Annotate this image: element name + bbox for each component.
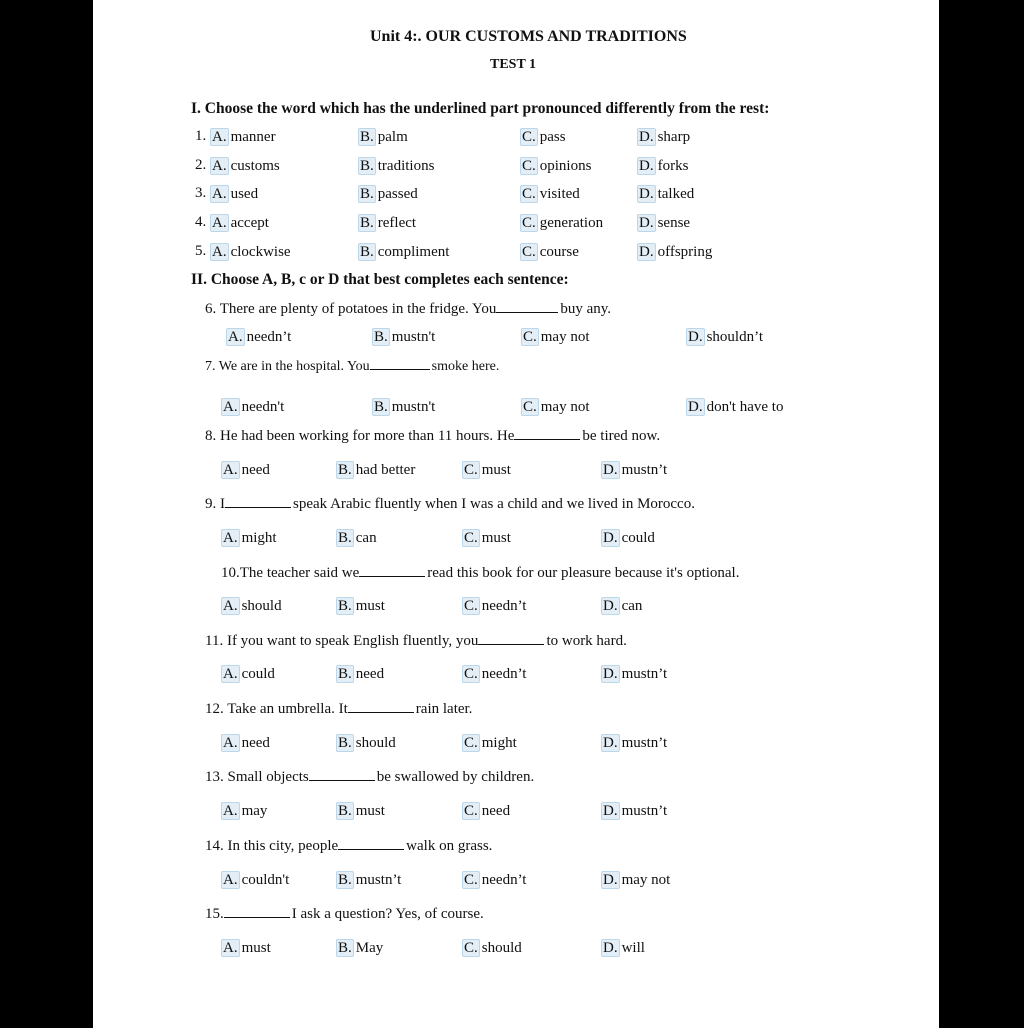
option-text: might [481, 735, 517, 751]
option-text: opinions [539, 158, 592, 174]
option-letter: B. [338, 598, 352, 614]
option-letter: C. [522, 186, 536, 202]
option-letter: C. [464, 735, 478, 751]
option-text: must [241, 940, 271, 956]
option-text: couldn't [241, 872, 290, 888]
option-letter: C. [522, 158, 536, 174]
question-text [205, 768, 534, 786]
question-ending: be swallowed by children. [376, 769, 535, 785]
option-letter: B. [360, 244, 374, 260]
answer-option[interactable] [336, 461, 415, 479]
question-stem: 10.The teacher said we [221, 565, 360, 581]
page-title: Unit 4:. OUR CUSTOMS AND TRADITIONS [370, 28, 687, 45]
question-ending: read this book for our pleasure because it's optional. [427, 565, 740, 581]
answer-option[interactable] [601, 529, 655, 547]
option-letter: A. [223, 598, 238, 614]
option-letter: D. [603, 872, 618, 888]
answer-blank [225, 495, 291, 508]
answer-option[interactable] [210, 214, 269, 232]
option-text: might [241, 530, 277, 546]
answer-option[interactable] [358, 185, 418, 203]
option-text: must [355, 803, 385, 819]
answer-option[interactable] [221, 529, 277, 547]
option-text: passed [377, 186, 418, 202]
answer-option[interactable] [521, 328, 590, 346]
answer-option[interactable] [601, 871, 670, 889]
option-letter: B. [338, 735, 352, 751]
answer-option[interactable] [520, 128, 566, 146]
answer-option[interactable] [210, 243, 291, 261]
answer-option[interactable] [462, 665, 526, 683]
answer-option[interactable] [372, 398, 435, 416]
option-text: may not [540, 399, 590, 415]
option-text: clockwise [230, 244, 291, 260]
option-letter: D. [639, 215, 654, 231]
option-letter: B. [338, 530, 352, 546]
option-letter: C. [464, 666, 478, 682]
option-letter: D. [639, 186, 654, 202]
option-text: mustn't [391, 399, 436, 415]
option-text: may not [621, 872, 671, 888]
option-letter: A. [212, 158, 227, 174]
option-letter: D. [603, 666, 618, 682]
question-stem: 8. He had been working for more than 11 hours. He [205, 428, 515, 444]
option-text: can [621, 598, 643, 614]
answer-option[interactable] [601, 939, 645, 957]
option-text: could [241, 666, 275, 682]
option-letter: A. [223, 803, 238, 819]
answer-option[interactable] [336, 529, 377, 547]
answer-blank [309, 768, 375, 781]
answer-blank [348, 700, 414, 713]
option-text: must [481, 462, 511, 478]
question-text [205, 837, 492, 855]
answer-option[interactable] [221, 871, 289, 889]
option-text: generation [539, 215, 604, 231]
option-text: needn’t [246, 329, 292, 345]
answer-option[interactable] [336, 802, 385, 820]
option-text: mustn’t [621, 462, 668, 478]
answer-option[interactable] [521, 398, 590, 416]
option-text: mustn’t [621, 803, 668, 819]
answer-option[interactable] [221, 597, 282, 615]
question-ending: I ask a question? Yes, of course. [291, 906, 484, 922]
answer-option[interactable] [637, 214, 690, 232]
option-letter: D. [688, 399, 703, 415]
option-text: palm [377, 129, 408, 145]
test-label: TEST 1 [490, 57, 537, 72]
question-ending: speak Arabic fluently when I was a child and we lived in Morocco. [293, 496, 695, 512]
answer-option[interactable] [210, 128, 276, 146]
option-text: compliment [377, 244, 450, 260]
answer-blank [514, 427, 580, 440]
item-number: 3. [195, 185, 207, 201]
question-text [205, 905, 484, 923]
option-text: should [481, 940, 522, 956]
option-text: manner [230, 129, 276, 145]
option-text: must [355, 598, 385, 614]
answer-option[interactable] [358, 214, 416, 232]
option-text: will [621, 940, 645, 956]
option-letter: A. [212, 129, 227, 145]
answer-option[interactable] [637, 128, 690, 146]
question-stem: 15. [205, 906, 224, 922]
option-text: needn’t [481, 666, 527, 682]
option-text: needn’t [481, 872, 527, 888]
option-letter: D. [603, 462, 618, 478]
option-text: mustn’t [355, 872, 402, 888]
option-text: talked [657, 186, 695, 202]
answer-option[interactable] [462, 734, 517, 752]
answer-option[interactable] [221, 665, 275, 683]
answer-option[interactable] [462, 529, 511, 547]
option-letter: C. [464, 872, 478, 888]
option-letter: B. [338, 666, 352, 682]
option-text: May [355, 940, 384, 956]
option-text: needn’t [481, 598, 527, 614]
answer-option[interactable] [601, 597, 642, 615]
answer-option[interactable] [637, 243, 712, 261]
answer-option[interactable] [686, 328, 763, 346]
option-text: mustn't [391, 329, 436, 345]
option-text: traditions [377, 158, 435, 174]
question-stem: 13. Small objects [205, 769, 309, 785]
question-text [205, 300, 611, 318]
option-letter: C. [464, 462, 478, 478]
answer-option[interactable] [462, 939, 522, 957]
option-letter: A. [223, 666, 238, 682]
option-letter: B. [360, 186, 374, 202]
item-number: 5. [195, 243, 207, 259]
answer-option[interactable] [221, 802, 267, 820]
answer-option[interactable] [221, 734, 270, 752]
option-text: mustn’t [621, 666, 668, 682]
answer-blank [478, 632, 544, 645]
option-letter: A. [223, 872, 238, 888]
option-text: need [241, 735, 270, 751]
question-stem: 14. In this city, people [205, 838, 339, 854]
answer-blank [359, 564, 425, 577]
answer-option[interactable] [336, 871, 401, 889]
option-text: mustn’t [621, 735, 668, 751]
answer-option[interactable] [462, 871, 526, 889]
answer-option[interactable] [520, 243, 579, 261]
answer-blank [338, 837, 404, 850]
option-letter: B. [374, 329, 388, 345]
option-text: course [539, 244, 579, 260]
option-letter: B. [360, 129, 374, 145]
option-letter: B. [360, 158, 374, 174]
answer-blank [496, 300, 558, 313]
option-letter: B. [374, 399, 388, 415]
option-letter: C. [522, 129, 536, 145]
option-letter: D. [639, 244, 654, 260]
option-text: can [355, 530, 377, 546]
option-text: used [230, 186, 259, 202]
option-text: could [621, 530, 655, 546]
item-number: 4. [195, 214, 207, 230]
question-stem: 11. If you want to speak English fluently, you [205, 633, 479, 649]
option-letter: A. [212, 186, 227, 202]
answer-option[interactable] [221, 461, 270, 479]
answer-option[interactable] [637, 157, 688, 175]
option-letter: C. [464, 598, 478, 614]
question-ending: rain later. [415, 701, 473, 717]
option-text: should [241, 598, 282, 614]
option-letter: A. [223, 735, 238, 751]
answer-blank [224, 905, 290, 918]
option-letter: A. [223, 940, 238, 956]
option-text: may [241, 803, 268, 819]
answer-option[interactable] [601, 802, 667, 820]
answer-option[interactable] [520, 185, 580, 203]
option-text: sense [657, 215, 691, 231]
answer-option[interactable] [601, 734, 667, 752]
question-ending: to work hard. [546, 633, 627, 649]
question-ending: be tired now. [582, 428, 661, 444]
option-text: must [481, 530, 511, 546]
question-text [205, 495, 695, 513]
option-letter: A. [212, 244, 227, 260]
answer-option[interactable] [601, 665, 667, 683]
answer-option[interactable] [226, 328, 291, 346]
option-text: should [355, 735, 396, 751]
option-letter: B. [360, 215, 374, 231]
option-text: had better [355, 462, 416, 478]
option-letter: C. [522, 244, 536, 260]
answer-option[interactable] [462, 802, 510, 820]
answer-option[interactable] [221, 398, 284, 416]
option-text: customs [230, 158, 280, 174]
question-text [205, 700, 472, 718]
option-text: needn't [241, 399, 285, 415]
option-letter: D. [603, 940, 618, 956]
option-text: shouldn’t [706, 329, 763, 345]
question-stem: 12. Take an umbrella. It [205, 701, 348, 717]
answer-option[interactable] [462, 597, 526, 615]
option-text: may not [540, 329, 590, 345]
section1-heading: I. Choose the word which has the underlined part pronounced differently from the rest: [191, 100, 770, 117]
option-letter: C. [523, 329, 537, 345]
option-text: accept [230, 215, 269, 231]
option-text: need [355, 666, 385, 682]
answer-option[interactable] [336, 939, 383, 957]
answer-option[interactable] [210, 157, 280, 175]
question-ending: smoke here. [431, 359, 500, 374]
answer-option[interactable] [372, 328, 435, 346]
question-stem: 9. I [205, 496, 225, 512]
answer-option[interactable] [358, 157, 434, 175]
option-text: offspring [657, 244, 713, 260]
option-letter: B. [338, 940, 352, 956]
answer-option[interactable] [336, 734, 396, 752]
option-letter: A. [223, 399, 238, 415]
option-letter: B. [338, 462, 352, 478]
question-ending: buy any. [560, 301, 612, 317]
option-letter: C. [522, 215, 536, 231]
question-text [221, 564, 739, 582]
option-text: pass [539, 129, 566, 145]
option-text: need [481, 803, 511, 819]
answer-option[interactable] [221, 939, 271, 957]
option-text: visited [539, 186, 580, 202]
option-letter: D. [688, 329, 703, 345]
option-letter: D. [603, 530, 618, 546]
option-letter: B. [338, 803, 352, 819]
option-letter: A. [212, 215, 227, 231]
option-text: sharp [657, 129, 691, 145]
question-text [205, 632, 627, 650]
option-text: need [241, 462, 270, 478]
answer-option[interactable] [336, 665, 384, 683]
item-number: 2. [195, 157, 207, 173]
question-stem: 6. There are plenty of potatoes in the fridge. You [205, 301, 497, 317]
answer-option[interactable] [520, 214, 603, 232]
option-letter: A. [223, 530, 238, 546]
answer-option[interactable] [462, 461, 511, 479]
answer-option[interactable] [686, 398, 783, 416]
answer-option[interactable] [637, 185, 694, 203]
option-letter: D. [639, 158, 654, 174]
question-ending: walk on grass. [406, 838, 493, 854]
option-letter: B. [338, 872, 352, 888]
option-letter: C. [464, 803, 478, 819]
option-letter: D. [603, 803, 618, 819]
option-letter: C. [523, 399, 537, 415]
option-letter: C. [464, 940, 478, 956]
question-text [205, 427, 660, 445]
section2-heading: II. Choose A, B, c or D that best completes each sentence: [191, 271, 569, 288]
question-stem: 7. We are in the hospital. You [205, 359, 370, 374]
option-letter: C. [464, 530, 478, 546]
option-text: don't have to [706, 399, 784, 415]
answer-option[interactable] [336, 597, 385, 615]
answer-blank [370, 357, 430, 370]
answer-option[interactable] [520, 157, 591, 175]
option-letter: A. [228, 329, 243, 345]
option-text: reflect [377, 215, 417, 231]
option-letter: D. [639, 129, 654, 145]
option-letter: A. [223, 462, 238, 478]
item-number: 1. [195, 128, 207, 144]
answer-option[interactable] [210, 185, 258, 203]
option-text: forks [657, 158, 689, 174]
option-letter: D. [603, 598, 618, 614]
question-text [205, 357, 499, 375]
answer-option[interactable] [358, 243, 449, 261]
option-letter: D. [603, 735, 618, 751]
answer-option[interactable] [601, 461, 667, 479]
answer-option[interactable] [358, 128, 408, 146]
